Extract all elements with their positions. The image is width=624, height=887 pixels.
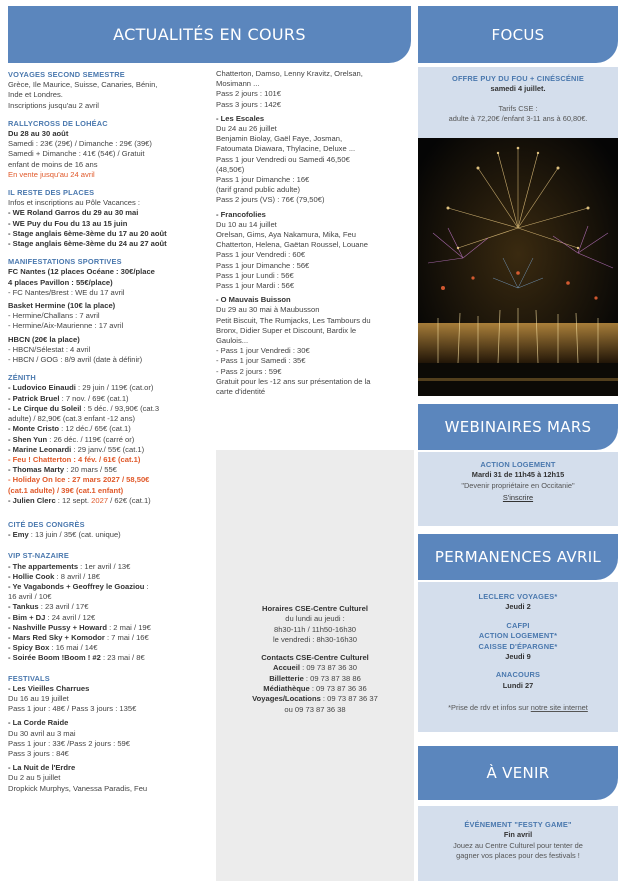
festival-artists: Gaulois... (216, 336, 249, 346)
fc-nantes-match: - FC Nantes/Brest : WE du 17 avril (8, 287, 125, 297)
reste-item: - WE Puy du Fou du 13 au 15 juin (8, 218, 128, 228)
avenir-banner: À VENIR (418, 746, 618, 800)
zenith-title: ZÉNITH (8, 373, 36, 383)
festival-price: (tarif grand public adulte) (216, 185, 300, 195)
column-left (8, 70, 210, 794)
rallycross-title: RALLYCROSS DE LOHÉAC (8, 118, 108, 128)
focus-panel (418, 67, 618, 138)
zenith-item: - Le Cirque du Soleil : 5 déc. / 93,90€ (cat.3 (8, 403, 160, 413)
hbcn-match: - HBCN / GOG : 8/9 avril (date à définir) (8, 355, 143, 365)
festival-artists: Chatterton, Damso, Lenny Kravitz, Orelsan, (216, 69, 363, 78)
hours-text: le vendredi : 8h30-16h30 (272, 634, 358, 644)
voyages-deadline: Inscriptions jusqu'au 2 avril (8, 100, 99, 110)
zenith-item: - Marine Leonardi : 29 janv./ 55€ (cat.1) (8, 444, 145, 454)
avenir-date: Fin avril (503, 830, 533, 840)
site-link[interactable]: notre site internet (530, 703, 588, 713)
festival-price: Pass 1 jour Mardi : 56€ (216, 281, 295, 291)
vip-item: - Bim + DJ : 24 avril / 12€ (8, 612, 96, 622)
contacts-title: Contacts CSE-Centre Culturel (261, 653, 369, 663)
festival-note: Gratuit pour les -12 ans sur présentation de la (216, 376, 371, 386)
webinaire-panel (418, 452, 618, 526)
congres-item: - Emy : 13 juin / 35€ (cat. unique) (8, 530, 121, 540)
voyages-title: VOYAGES SECOND SEMESTRE (8, 70, 125, 79)
avenir-text: Jouez au Centre Culturel pour tenter de (453, 840, 583, 850)
webinaire-org: ACTION LOGEMENT (480, 460, 556, 469)
zenith-item: adulte) / 82,90€ (cat.3 enfant -12 ans) (8, 414, 136, 424)
vip-item: - Tankus : 23 avril / 17€ (8, 602, 89, 612)
festival-price: Pass 1 jour Dimanche : 16€ (216, 175, 310, 185)
festival-price: Pass 1 jour Dimanche : 56€ (216, 260, 310, 270)
festival-name: - La Corde Raide (8, 718, 69, 728)
actualites-banner: ACTUALITÉS EN COURS (8, 6, 411, 63)
permanence-date: Lundi 27 (502, 680, 534, 690)
festival-note: carte d'identité (216, 387, 266, 397)
zenith-item-new: (cat.1 adulte) / 39€ (cat.1 enfant) (8, 485, 124, 495)
festival-name: - La Nuit de l'Erdre (8, 763, 76, 773)
festival-artists: Chatterton, Helena, Gaëtan Roussel, Louane (216, 240, 368, 250)
vip-item: - Hollie Cook : 8 avril / 18€ (8, 571, 101, 581)
hbcn-match: - HBCN/Sélestat : 4 avril (8, 344, 91, 354)
fc-nantes: FC Nantes (12 places Océane : 30€/place (8, 267, 155, 277)
contact-line: ou 09 73 87 36 38 (284, 704, 346, 714)
column-middle (216, 69, 414, 397)
hours-text: du lundi au jeudi : (285, 614, 345, 624)
sport-title: MANIFESTATIONS SPORTIVES (8, 257, 122, 267)
festival-dates: Du 24 au 26 juillet (216, 124, 277, 134)
reste-title: IL RESTE DES PLACES (8, 188, 95, 198)
festival-price: Pass 3 jours : 84€ (8, 748, 69, 758)
voyages-text: Grèce, Ile Maurice, Suisse, Canaries, Bénin, (8, 80, 158, 90)
festival-artists: Bronx, Didier Super et Discount, Bardix le (216, 325, 357, 335)
festival-price: Pass 1 jour : 33€ /Pass 2 jours : 59€ (8, 738, 130, 748)
festival-price: Pass 2 jours (VS) : 76€ (79,50€) (216, 195, 325, 205)
festival-artists: Orelsan, Gims, Aya Nakamura, Mika, Feu (216, 230, 356, 240)
permanence-org: LECLERC VOYAGES* (478, 592, 558, 601)
focus-offer: OFFRE PUY DU FOU + CINÉSCÉNIE (452, 74, 584, 83)
permanence-org: CAFPI (506, 620, 530, 630)
basket-match: - Hermine/Challans : 7 avril (8, 311, 100, 321)
hbcn: HBCN (20€ la place) (8, 334, 80, 344)
culture-info (216, 604, 414, 715)
festival-artists: Mosimann ... (216, 79, 260, 89)
vip-item: - Mars Red Sky + Komodor : 7 mai / 16€ (8, 632, 149, 642)
festival-dates: Du 30 avril au 3 mai (8, 728, 76, 738)
vip-item: 16 avril / 10€ (8, 592, 52, 602)
festival-artists: Fatoumata Diawara, Thylacine, Deluxe ... (216, 144, 356, 154)
avenir-text: gagner vos places pour des festivals ! (456, 851, 580, 861)
zenith-item: - Monte Cristo : 12 déc./ 65€ (cat.1) (8, 424, 131, 434)
festival-artists: Dropkick Murphys, Vanessa Paradis, Feu (8, 783, 148, 793)
permanence-org: ANACOURS (495, 670, 541, 680)
congres-title: CITÉ DES CONGRÈS (8, 519, 85, 529)
permanence-note: *Prise de rdv et infos sur notre site internet (448, 703, 588, 713)
focus-date: samedi 4 juillet. (490, 84, 546, 94)
festival-price: - Pass 1 jour Vendredi : 30€ (216, 346, 310, 356)
contact-line: Médiathèque : 09 73 87 36 36 (263, 684, 367, 694)
rallycross-date: Du 28 au 30 août (8, 129, 69, 139)
festival-dates: Du 2 au 5 juillet (8, 773, 61, 783)
festival-price: Pass 3 jours : 142€ (216, 99, 282, 109)
contact-line: Billetterie : 09 73 87 38 86 (269, 673, 361, 683)
rallycross-price: Samedi + Dimanche : 41€ (54€) / Gratuit (8, 149, 145, 159)
rallycross-price: Samedi : 23€ (29€) / Dimanche : 29€ (39€) (8, 139, 152, 149)
festival-name: - Francofolies (216, 209, 266, 219)
contact-line: Voyages/Locations : 09 73 87 36 37 (252, 694, 378, 704)
basket-hermine: Basket Hermine (10€ la place) (8, 301, 116, 311)
fireworks-image (418, 138, 618, 396)
festival-artists: Benjamin Biolay, Gaël Faye, Josman, (216, 134, 343, 144)
fc-nantes: 4 places Pavillon : 55€/place) (8, 277, 113, 287)
festival-price: Pass 1 jour : 48€ / Pass 3 jours : 135€ (8, 704, 137, 714)
fireworks-photo (418, 138, 618, 396)
permanences-banner: PERMANENCES AVRIL (418, 534, 618, 580)
vip-item: - Soirée Boom !Boom ! #2 : 23 mai / 8€ (8, 653, 145, 663)
avenir-event: ÉVÉNEMENT "FESTY GAME" (464, 820, 572, 829)
focus-tarif: adulte à 72,20€ /enfant 3-11 ans à 60,80€. (448, 114, 588, 124)
zenith-item: - Patrick Bruel : 7 nov. / 69€ (cat.1) (8, 393, 129, 403)
festival-price: (48,50€) (216, 164, 245, 174)
hours-title: Horaires CSE-Centre Culturel (262, 604, 368, 613)
rallycross-sale: En vente jusqu'au 24 avril (8, 169, 95, 179)
reste-item: - Stage anglais 6ème-3ème du 17 au 20 août (8, 228, 167, 238)
festival-price: - Pass 1 jour Samedi : 35€ (216, 356, 306, 366)
zenith-item-new: - Holiday On Ice : 27 mars 2027 / 58,50€ (8, 475, 150, 485)
webinaire-date: Mardi 31 de 11h45 à 12h15 (471, 470, 565, 480)
vip-item: - Ye Vagabonds + Geoffrey le Goaziou : (8, 581, 149, 591)
focus-banner: FOCUS (418, 6, 618, 63)
webinaires-banner: WEBINAIRES MARS (418, 404, 618, 450)
voyages-text: Inde et Londres. (8, 90, 63, 100)
avenir-panel (418, 806, 618, 881)
festival-name: - Les Vieilles Charrues (8, 683, 90, 693)
festival-price: Pass 1 jour Vendredi : 60€ (216, 250, 306, 260)
reste-item: - WE Roland Garros du 29 au 30 mai (8, 208, 139, 218)
festival-dates: Du 16 au 19 juillet (8, 693, 69, 703)
vip-title: VIP ST-NAZAIRE (8, 551, 69, 561)
inscrire-link[interactable]: S'inscrire (502, 493, 534, 503)
festival-price: - Pass 2 jours : 59€ (216, 366, 282, 376)
festival-dates: Du 10 au 14 juillet (216, 219, 277, 229)
permanence-date: Jeudi 9 (505, 652, 531, 662)
permanence-org: ACTION LOGEMENT* (478, 631, 558, 641)
webinaire-title: "Devenir propriétaire en Occitanie" (461, 480, 575, 490)
zenith-item-new: - Feu ! Chatterton : 4 fév. / 61€ (cat.1) (8, 454, 141, 464)
contact-line: Accueil : 09 73 87 36 30 (272, 663, 358, 673)
festival-price: Pass 2 jours : 101€ (216, 89, 282, 99)
festival-price: Pass 1 jour Lundi : 56€ (216, 270, 294, 280)
focus-tarif: Tarifs CSE : (498, 103, 538, 113)
reste-intro: Infos et inscriptions au Pôle Vacances : (8, 198, 140, 208)
zenith-item: - Shen Yun : 26 déc. / 119€ (carré or) (8, 434, 135, 444)
zenith-item: - Thomas Marty : 20 mars / 55€ (8, 465, 117, 475)
zenith-item: - Ludovico Einaudi : 29 juin / 119€ (cat.or) (8, 383, 154, 393)
festival-artists: Petit Biscuit, The Rumjacks, Les Tambours du (216, 315, 371, 325)
reste-item: - Stage anglais 6ème-3ème du 24 au 27 août (8, 239, 167, 249)
vip-item: - Nashville Pussy + Howard : 2 mai / 19€ (8, 622, 151, 632)
vip-item: - The appartements : 1er avril / 13€ (8, 561, 131, 571)
permanence-org: CAISSE D'ÉPARGNE* (478, 641, 558, 651)
festival-name: - O Mauvais Buisson (216, 295, 291, 305)
permanence-date: Jeudi 2 (505, 602, 531, 612)
festival-price: Pass 1 jour Vendredi ou Samedi 46,50€ (216, 154, 350, 164)
zenith-item: - Julien Clerc : 12 sept. 2027 / 62€ (cat.1) (8, 495, 151, 505)
permanences-panel (418, 582, 618, 732)
hours-text: 8h30-11h / 11h50-16h30 (273, 624, 357, 634)
festival-name: - Les Escales (216, 113, 265, 123)
festival-dates: Du 29 au 30 mai à Maubusson (216, 305, 320, 315)
rallycross-price: enfant de moins de 16 ans (8, 159, 98, 169)
festivals-title: FESTIVALS (8, 673, 50, 683)
basket-match: - Hermine/Aix-Maurienne : 17 avril (8, 321, 124, 331)
vip-item: - Spicy Box : 16 mai / 14€ (8, 643, 98, 653)
